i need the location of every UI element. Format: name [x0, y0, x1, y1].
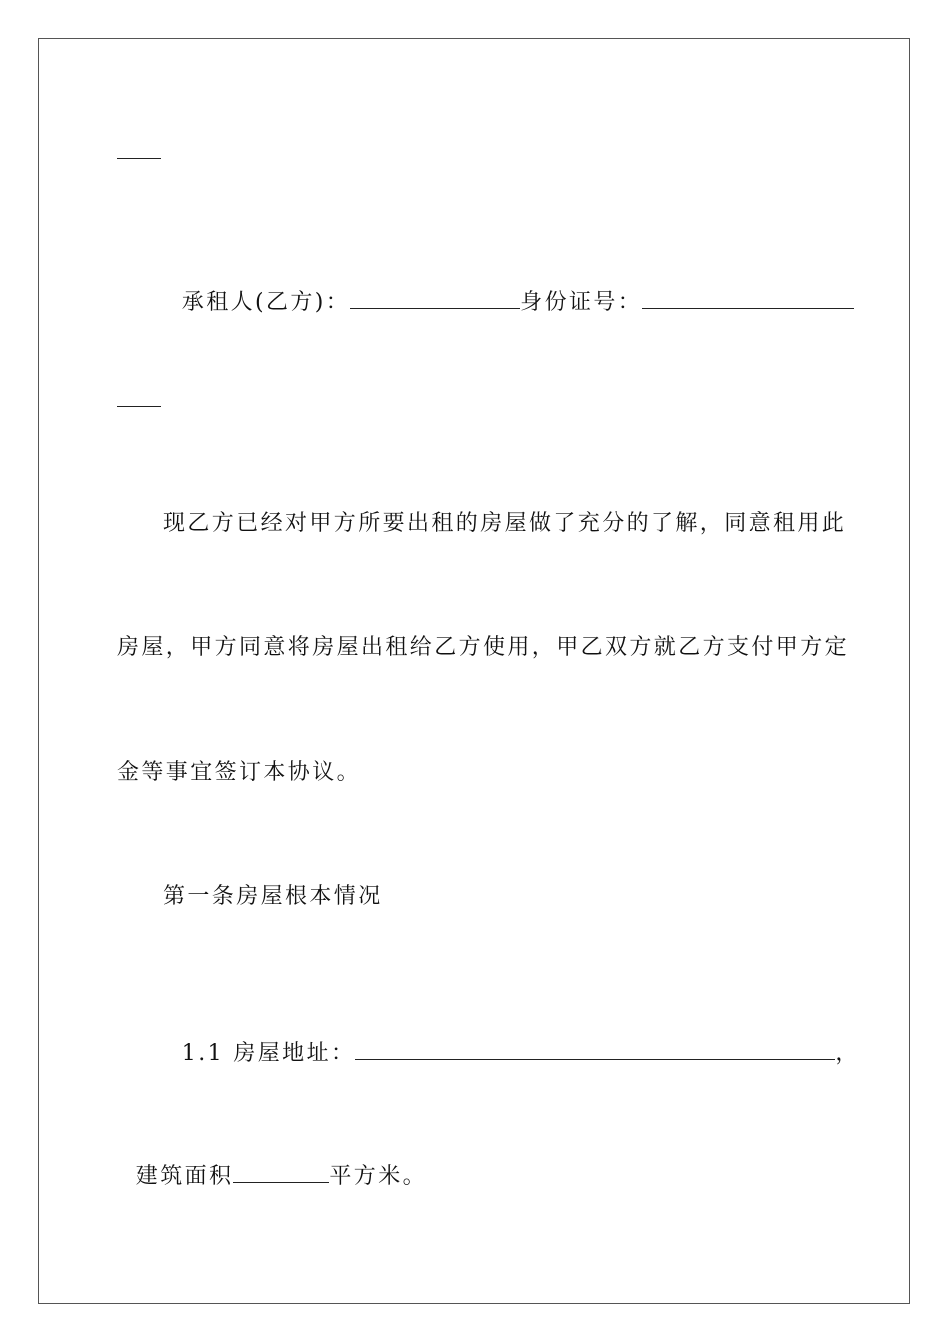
address-suffix: ，: [835, 1041, 860, 1066]
area-unit: 平方米。: [329, 1164, 428, 1189]
address-blank: [355, 1041, 835, 1060]
tenant-name-blank: [350, 290, 520, 309]
tenant-line: [163, 258, 854, 318]
blank-continuation-line-2: [117, 406, 161, 407]
intro-line-3: 金等事宜签订本协议。: [117, 760, 362, 785]
page-frame: [38, 38, 910, 1304]
blank-continuation-line: [117, 158, 161, 159]
section-1-title: 第一条房屋根本情况: [163, 884, 383, 909]
intro-line-1: 现乙方已经对甲方所要出租的房屋做了充分的了解，同意租用此: [163, 511, 847, 536]
address-label: 1.1 房屋地址：: [181, 1041, 356, 1066]
tenant-label: 承租人(乙方)：: [181, 290, 351, 315]
area-blank: [233, 1164, 329, 1183]
id-number-blank: [642, 290, 854, 309]
id-label: 身份证号：: [520, 290, 643, 315]
address-line: [163, 1009, 860, 1069]
intro-line-2: 房屋，甲方同意将房屋出租给乙方使用，甲乙双方就乙方支付甲方定: [117, 635, 850, 660]
area-line: [117, 1132, 427, 1192]
area-label: 建筑面积: [135, 1164, 234, 1189]
